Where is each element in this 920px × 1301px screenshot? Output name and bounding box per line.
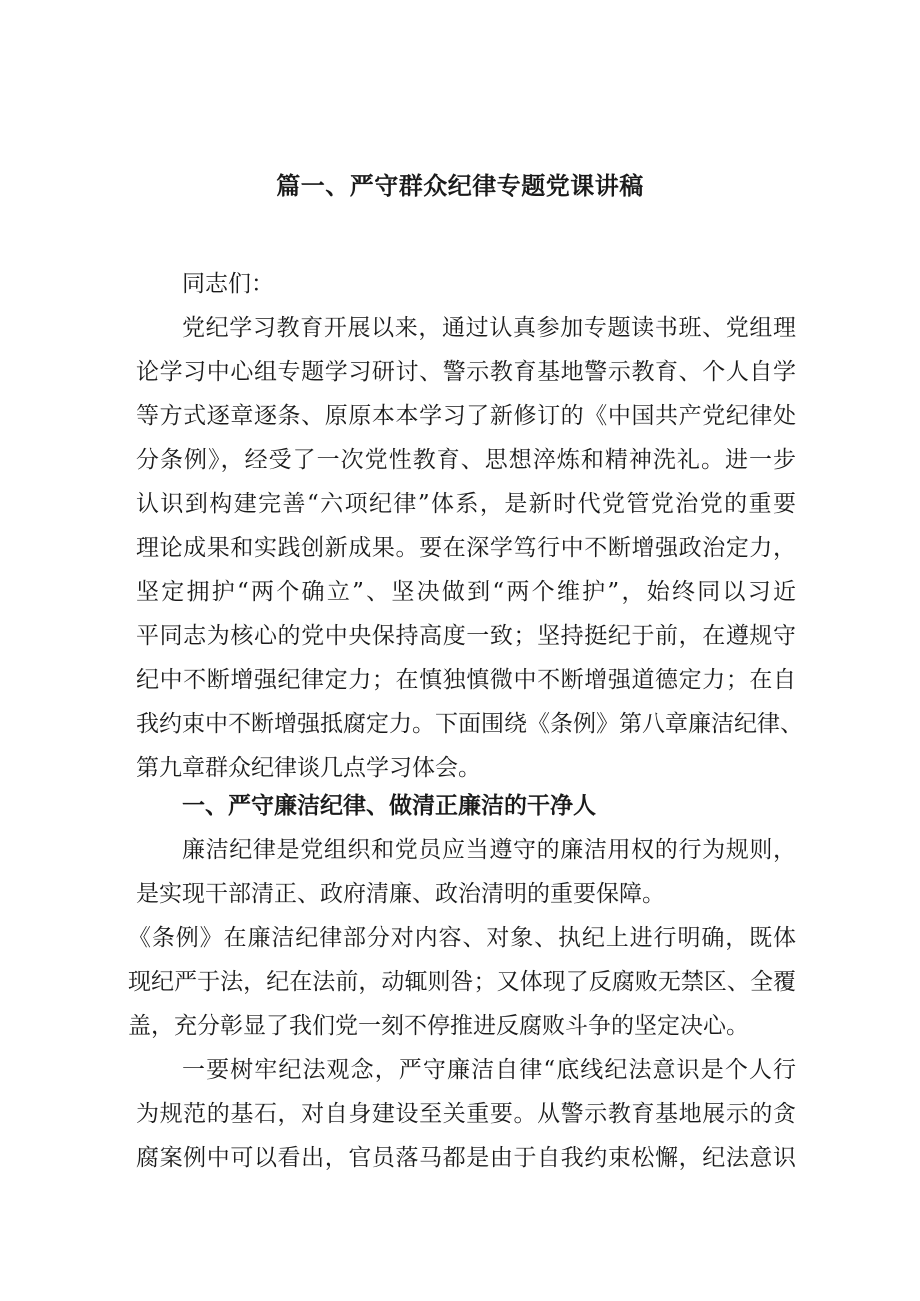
paragraph-line: 等方式逐章逐条、原原本本学习了新修订的《中国共产党纪律处 — [136, 403, 796, 429]
paragraph-line: 第九章群众纪律谈几点学习体会。 — [136, 755, 481, 781]
paragraph-line: 分条例》，经受了一次党性教育、思想淬炼和精神洗礼。进一步 — [136, 447, 796, 473]
paragraph-line: 现纪严于法，纪在法前，动辄则咎；又体现了反腐败无禁区、全覆 — [128, 969, 796, 995]
salutation: 同志们： — [182, 271, 274, 297]
paragraph-line: 盖，充分彰显了我们党一刻不停推进反腐败斗争的坚定决心。 — [128, 1013, 749, 1039]
paragraph-line: 为规范的基石，对自身建设至关重要。从警示教育基地展示的贪 — [136, 1101, 796, 1127]
paragraph-line: 党纪学习教育开展以来，通过认真参加专题读书班、党组理 — [182, 315, 796, 341]
paragraph-first-point — [136, 1048, 796, 1180]
paragraph-line: 腐案例中可以看出，官员落马都是由于自我约束松懈，纪法意识 — [136, 1145, 796, 1171]
paragraph-line: 认识到构建完善“六项纪律”体系，是新时代党管党治党的重要 — [136, 491, 796, 517]
paragraph-line: 是实现干部清正、政府清廉、政治清明的重要保障。 — [136, 881, 665, 907]
section-heading: 一、严守廉洁纪律、做清正廉洁的干净人 — [182, 793, 596, 819]
paragraph-line: 论学习中心组专题学习研讨、警示教育基地警示教育、个人自学 — [136, 359, 796, 385]
document-title: 篇一、严守群众纪律专题党课讲稿 — [276, 172, 644, 200]
paragraph-regulation — [128, 916, 796, 1048]
paragraph-line: 坚定拥护“两个确立”、坚决做到“两个维护”，始终同以习近 — [136, 579, 796, 605]
paragraph-line: 我约束中不断增强抵腐定力。下面围绕《条例》第八章廉洁纪律、 — [136, 711, 803, 737]
paragraph-line: 《条例》在廉洁纪律部分对内容、对象、执纪上进行明确，既体 — [128, 925, 796, 951]
paragraph-line: 平同志为核心的党中央保持高度一致；坚持挺纪于前，在遵规守 — [136, 623, 796, 649]
paragraph-line: 一要树牢纪法观念，严守廉洁自律“底线纪法意识是个人行 — [182, 1057, 796, 1083]
paragraph-integrity-definition — [136, 828, 796, 916]
paragraph-line: 纪中不断增强纪律定力；在慎独慎微中不断增强道德定力；在自 — [136, 667, 796, 693]
paragraph-intro — [136, 306, 803, 790]
paragraph-line: 廉洁纪律是党组织和党员应当遵守的廉洁用权的行为规则， — [182, 837, 796, 863]
paragraph-line: 理论成果和实践创新成果。要在深学笃行中不断增强政治定力， — [136, 535, 796, 561]
